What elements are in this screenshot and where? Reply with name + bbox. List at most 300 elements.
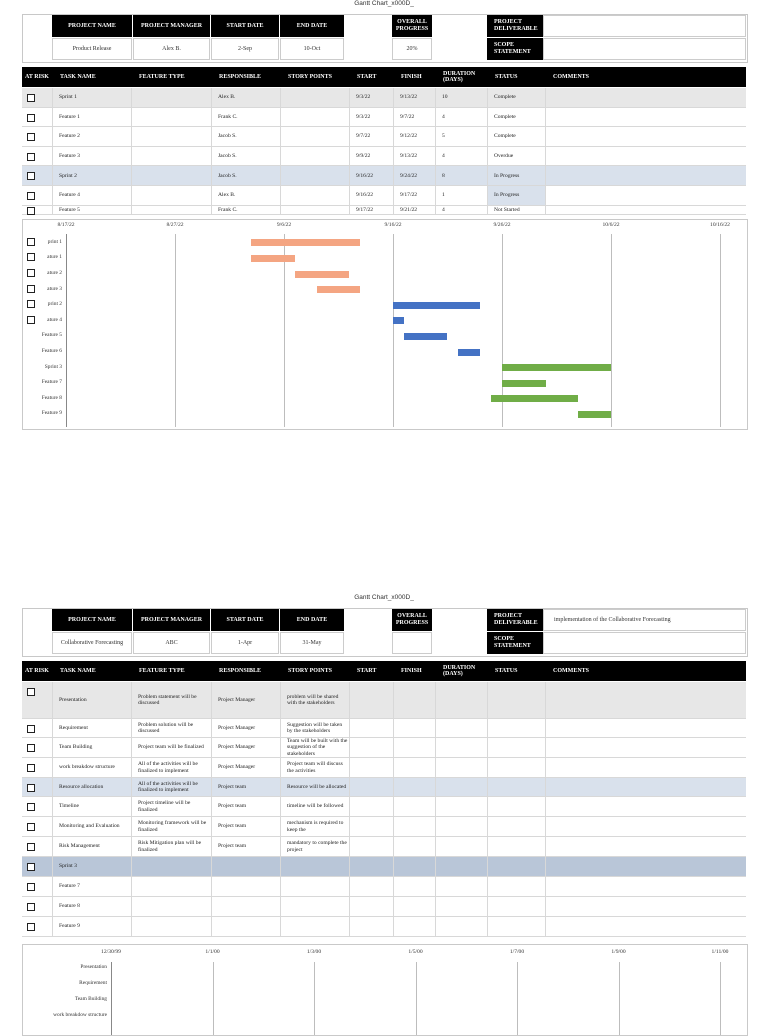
- table-cell[interactable]: 4: [435, 108, 487, 127]
- table-cell[interactable]: [393, 897, 435, 916]
- gantt-bar[interactable]: [578, 411, 611, 418]
- table-cell[interactable]: Project team will be finalized: [131, 738, 211, 757]
- task-name-cell[interactable]: Resource allocation: [52, 778, 131, 796]
- table-row: [22, 738, 746, 758]
- table-cell[interactable]: 4: [435, 206, 487, 214]
- summary-header: START DATE: [211, 15, 279, 37]
- table-cell[interactable]: 9/9/22: [349, 147, 393, 166]
- table-cell[interactable]: [393, 917, 435, 936]
- table-row: [22, 778, 746, 797]
- x-tick-label: 1/1/00: [205, 949, 220, 955]
- table-cell[interactable]: [280, 166, 349, 185]
- summary-value-field[interactable]: 2-Sep: [211, 38, 279, 60]
- table-cell[interactable]: Alex B.: [211, 88, 280, 107]
- task-name-cell[interactable]: Feature 4: [52, 186, 131, 205]
- table-cell[interactable]: [435, 719, 487, 737]
- y-category-label: Requirement: [79, 980, 107, 986]
- at-risk-checkbox[interactable]: [27, 172, 35, 180]
- summary-value-field[interactable]: 31-May: [280, 632, 344, 654]
- column-header: TASK NAME: [60, 667, 96, 674]
- at-risk-checkbox[interactable]: [27, 207, 35, 215]
- table-cell[interactable]: [131, 108, 211, 127]
- table-cell[interactable]: 9/17/22: [393, 186, 435, 205]
- at-risk-checkbox[interactable]: [27, 863, 35, 871]
- table-cell[interactable]: 4: [435, 147, 487, 166]
- table-cell[interactable]: Overdue: [487, 147, 545, 166]
- table-cell[interactable]: 9/16/22: [349, 186, 393, 205]
- gantt-bar[interactable]: [502, 364, 611, 371]
- table-cell[interactable]: [435, 897, 487, 916]
- table-row: [22, 877, 746, 897]
- table-cell[interactable]: [211, 857, 280, 876]
- table-cell[interactable]: Alex B.: [211, 186, 280, 205]
- table-cell[interactable]: [487, 897, 545, 916]
- column-header: STATUS: [495, 73, 518, 80]
- task-name-cell[interactable]: Feature 9: [52, 917, 131, 936]
- table-cell[interactable]: [435, 797, 487, 816]
- table-cell[interactable]: 9/3/22: [349, 108, 393, 127]
- y-axis-line: [111, 962, 112, 1036]
- table-cell[interactable]: Jacob S.: [211, 127, 280, 146]
- table-cell[interactable]: [131, 166, 211, 185]
- table-cell[interactable]: [349, 857, 393, 876]
- task-name-cell[interactable]: Risk Management: [52, 837, 131, 856]
- table-cell[interactable]: [545, 778, 746, 796]
- table-cell[interactable]: [349, 917, 393, 936]
- gridline: [517, 962, 518, 1036]
- table-cell[interactable]: All of the activities will be finalized to implement: [131, 778, 211, 796]
- table-cell[interactable]: [349, 797, 393, 816]
- table-cell[interactable]: [487, 877, 545, 896]
- table-cell[interactable]: [393, 837, 435, 856]
- gantt-chart-2: [22, 944, 748, 1036]
- table-cell[interactable]: [393, 857, 435, 876]
- table-cell[interactable]: [393, 817, 435, 836]
- at-risk-checkbox[interactable]: [27, 114, 35, 122]
- table-cell[interactable]: [349, 817, 393, 836]
- table-cell[interactable]: [545, 682, 746, 718]
- table-cell[interactable]: [435, 877, 487, 896]
- page-title-1: Gantt Chart_x000D_: [354, 0, 414, 7]
- at-risk-checkbox[interactable]: [27, 803, 35, 811]
- table-cell[interactable]: Project team: [211, 817, 280, 836]
- y-category-label: Feature 8: [41, 394, 62, 401]
- task-name-cell[interactable]: Feature 5: [52, 206, 131, 214]
- x-tick-label: 10/6/22: [602, 222, 620, 228]
- table-row: [22, 108, 746, 128]
- task-name-cell[interactable]: work breakdow structure: [52, 758, 131, 777]
- summary-header: PROJECT MANAGER: [133, 15, 210, 37]
- table-cell[interactable]: [487, 778, 545, 796]
- task-table-header-1: [22, 67, 746, 87]
- table-row: [22, 166, 746, 186]
- at-risk-checkbox[interactable]: [27, 238, 35, 246]
- y-axis-line: [66, 234, 67, 427]
- table-cell[interactable]: Complete: [487, 88, 545, 107]
- table-cell[interactable]: [211, 897, 280, 916]
- table-row: [22, 758, 746, 778]
- table-cell[interactable]: [435, 857, 487, 876]
- table-row: [22, 797, 746, 817]
- table-cell[interactable]: 9/17/22: [349, 206, 393, 214]
- table-cell[interactable]: [131, 917, 211, 936]
- table-cell[interactable]: [545, 186, 746, 205]
- gantt-bar[interactable]: [404, 333, 448, 340]
- table-cell[interactable]: Problem statement will be discussed: [131, 682, 211, 718]
- y-category-label: print 1: [47, 238, 62, 245]
- table-cell[interactable]: mandatory to complete the project: [280, 837, 349, 856]
- table-cell[interactable]: [280, 897, 349, 916]
- column-header: START: [357, 73, 377, 80]
- table-cell[interactable]: [435, 758, 487, 777]
- summary-header: END DATE: [280, 609, 344, 631]
- table-cell[interactable]: In Progress: [487, 166, 545, 185]
- table-cell[interactable]: [545, 877, 746, 896]
- summary-value-field[interactable]: 1-Apr: [211, 632, 279, 654]
- table-cell[interactable]: Risk Mitigation plan will be finalized: [131, 837, 211, 856]
- x-tick-label: 1/7/00: [509, 949, 525, 955]
- task-name-cell[interactable]: Feature 2: [52, 127, 131, 146]
- table-cell[interactable]: [393, 738, 435, 757]
- table-cell[interactable]: [349, 778, 393, 796]
- table-cell[interactable]: [280, 186, 349, 205]
- column-header: FEATURE TYPE: [139, 73, 185, 80]
- table-cell[interactable]: Jacob S.: [211, 147, 280, 166]
- at-risk-checkbox[interactable]: [27, 153, 35, 161]
- table-cell[interactable]: [280, 108, 349, 127]
- table-cell[interactable]: [545, 817, 746, 836]
- table-cell[interactable]: 9/7/22: [393, 108, 435, 127]
- gantt-bar[interactable]: [251, 239, 360, 246]
- table-cell[interactable]: Project timeline will be finalized: [131, 797, 211, 816]
- y-category-label: work breakdow structure: [53, 1012, 107, 1018]
- y-category-label: print 2: [47, 301, 62, 308]
- table-cell[interactable]: Team will be built with the suggestion of the stakeholders: [280, 738, 349, 757]
- table-cell[interactable]: All of the activities will be finalized to implement: [131, 758, 211, 777]
- at-risk-checkbox[interactable]: [27, 94, 35, 102]
- table-cell[interactable]: [393, 877, 435, 896]
- table-cell[interactable]: [131, 206, 211, 214]
- table-cell[interactable]: [393, 797, 435, 816]
- table-cell[interactable]: [393, 682, 435, 718]
- at-risk-checkbox[interactable]: [27, 269, 35, 277]
- table-cell[interactable]: Frank C.: [211, 206, 280, 214]
- table-cell[interactable]: 5: [435, 127, 487, 146]
- x-tick-label: 8/27/22: [166, 222, 184, 228]
- y-category-label: Feature 7: [41, 379, 62, 386]
- gantt-bar[interactable]: [491, 395, 578, 402]
- table-cell[interactable]: Complete: [487, 127, 545, 146]
- summary-value-field[interactable]: Alex B.: [133, 38, 210, 60]
- at-risk-checkbox[interactable]: [27, 883, 35, 891]
- task-name-cell[interactable]: Monitoring and Evaluation: [52, 817, 131, 836]
- task-name-cell[interactable]: Sprint 2: [52, 166, 131, 185]
- table-cell[interactable]: [545, 797, 746, 816]
- table-cell[interactable]: [131, 857, 211, 876]
- task-name-cell[interactable]: Feature 3: [52, 147, 131, 166]
- at-risk-checkbox[interactable]: [27, 784, 35, 792]
- table-cell[interactable]: [545, 206, 746, 214]
- x-tick-label: 10/16/22: [710, 222, 730, 228]
- task-name-cell[interactable]: Sprint 1: [52, 88, 131, 107]
- summary-header: PROJECT NAME: [52, 609, 132, 631]
- table-cell[interactable]: Project Manager: [211, 682, 280, 718]
- table-cell[interactable]: [280, 877, 349, 896]
- table-cell[interactable]: Project team: [211, 837, 280, 856]
- table-row: [22, 917, 746, 937]
- table-cell[interactable]: [487, 837, 545, 856]
- task-name-cell[interactable]: Presentation: [52, 682, 131, 718]
- x-tick-label: 8/17/22: [57, 222, 75, 228]
- table-cell[interactable]: [280, 88, 349, 107]
- table-cell[interactable]: 9/7/22: [349, 127, 393, 146]
- table-cell[interactable]: [435, 837, 487, 856]
- column-header: DURATION (DAYS): [443, 664, 476, 677]
- gridline: [314, 962, 315, 1036]
- at-risk-checkbox[interactable]: [27, 285, 35, 293]
- y-category-label: ature 3: [47, 285, 62, 292]
- at-risk-checkbox[interactable]: [27, 843, 35, 851]
- table-cell[interactable]: Suggestion will be taken by the stakeholders: [280, 719, 349, 737]
- at-risk-checkbox[interactable]: [27, 725, 35, 733]
- table-cell[interactable]: [435, 917, 487, 936]
- table-cell[interactable]: 9/13/22: [393, 147, 435, 166]
- summary-value-field[interactable]: ABC: [133, 632, 210, 654]
- gantt-chart-1: [22, 219, 748, 430]
- table-cell[interactable]: 9/13/22: [393, 88, 435, 107]
- table-cell[interactable]: [280, 917, 349, 936]
- table-cell[interactable]: Resource will be allocated: [280, 778, 349, 796]
- table-cell[interactable]: Jacob S.: [211, 166, 280, 185]
- table-cell[interactable]: Monitoring framework will be finalized: [131, 817, 211, 836]
- column-header: RESPONSIBLE: [219, 667, 262, 674]
- table-row: [22, 206, 746, 215]
- table-cell[interactable]: [545, 917, 746, 936]
- summary-header: PROJECT NAME: [52, 15, 132, 37]
- table-cell[interactable]: [280, 857, 349, 876]
- x-tick-label: 9/16/22: [384, 222, 402, 228]
- gantt-bar[interactable]: [393, 317, 404, 324]
- task-name-cell[interactable]: Team Building: [52, 738, 131, 757]
- gantt-bar[interactable]: [458, 349, 480, 356]
- table-cell[interactable]: [393, 719, 435, 737]
- table-cell[interactable]: Complete: [487, 108, 545, 127]
- table-cell[interactable]: [349, 837, 393, 856]
- table-cell[interactable]: Project team: [211, 778, 280, 796]
- task-name-cell[interactable]: Requirement: [52, 719, 131, 737]
- table-cell[interactable]: [487, 797, 545, 816]
- table-cell[interactable]: 9/3/22: [349, 88, 393, 107]
- table-cell[interactable]: Not Started: [487, 206, 545, 214]
- scope-statement-field[interactable]: [543, 38, 746, 60]
- table-cell[interactable]: Problem solution will be discussed: [131, 719, 211, 737]
- at-risk-checkbox[interactable]: [27, 192, 35, 200]
- overall-progress-field[interactable]: [392, 632, 432, 654]
- at-risk-checkbox[interactable]: [27, 823, 35, 831]
- y-category-label: ature 2: [47, 270, 62, 276]
- task-name-cell[interactable]: Timeline: [52, 797, 131, 816]
- overall-progress-field[interactable]: 20%: [392, 38, 432, 60]
- x-tick-label: 1/5/00: [408, 949, 423, 955]
- summary-header: END DATE: [280, 15, 344, 37]
- task-name-cell[interactable]: Feature 8: [52, 897, 131, 916]
- table-cell[interactable]: Project Manager: [211, 719, 280, 737]
- gantt-bar[interactable]: [502, 380, 546, 387]
- scope-statement-label: SCOPE STATEMENT: [487, 632, 543, 654]
- table-cell[interactable]: [131, 127, 211, 146]
- task-table-header-2: [22, 661, 746, 681]
- gridline: [213, 962, 214, 1036]
- overall-progress-label: OVERALL PROGRESS: [392, 609, 432, 631]
- table-cell[interactable]: 1: [435, 186, 487, 205]
- table-cell[interactable]: [435, 682, 487, 718]
- summary-header: PROJECT MANAGER: [133, 609, 210, 631]
- at-risk-checkbox[interactable]: [27, 688, 35, 696]
- table-cell[interactable]: [487, 857, 545, 876]
- project-deliverable-label: PROJECT DELIVERABLE: [487, 15, 543, 37]
- table-cell[interactable]: [349, 719, 393, 737]
- table-cell[interactable]: [545, 837, 746, 856]
- table-cell[interactable]: [349, 682, 393, 718]
- table-cell[interactable]: problem will be shared with the stakeholders: [280, 682, 349, 718]
- table-cell[interactable]: [487, 817, 545, 836]
- table-cell[interactable]: [545, 857, 746, 876]
- table-cell[interactable]: [545, 108, 746, 127]
- table-cell[interactable]: 10: [435, 88, 487, 107]
- table-cell[interactable]: [487, 738, 545, 757]
- table-cell[interactable]: [349, 738, 393, 757]
- y-category-label: Sprint 3: [44, 363, 62, 370]
- column-header: STATUS: [495, 667, 518, 674]
- table-cell[interactable]: [349, 897, 393, 916]
- table-cell[interactable]: [435, 817, 487, 836]
- page-title-2: Gantt Chart_x000D_: [354, 594, 414, 601]
- x-tick-label: 12/30/99: [101, 949, 121, 955]
- gantt-bar[interactable]: [317, 286, 361, 293]
- table-cell[interactable]: [487, 719, 545, 737]
- y-category-label: Presentation: [80, 964, 107, 970]
- project-deliverable-field[interactable]: implementation of the Collaborative Forecasting: [543, 609, 746, 631]
- table-cell[interactable]: 9/24/22: [393, 166, 435, 185]
- task-name-cell[interactable]: Sprint 3: [52, 857, 131, 876]
- table-cell[interactable]: Project team: [211, 797, 280, 816]
- at-risk-checkbox[interactable]: [27, 133, 35, 141]
- x-tick-label: 1/3/00: [306, 949, 322, 955]
- column-header: FINISH: [401, 73, 422, 80]
- table-cell[interactable]: [349, 758, 393, 777]
- table-cell[interactable]: [349, 877, 393, 896]
- table-cell[interactable]: Project Manager: [211, 758, 280, 777]
- scope-statement-field[interactable]: [543, 632, 746, 654]
- y-category-label: Team Building: [74, 996, 107, 1002]
- table-cell[interactable]: [545, 127, 746, 146]
- table-cell[interactable]: [131, 877, 211, 896]
- summary-value-field[interactable]: 10-Oct: [280, 38, 344, 60]
- gridline: [611, 234, 612, 427]
- gantt-bar[interactable]: [251, 255, 295, 262]
- table-cell[interactable]: [280, 147, 349, 166]
- table-cell[interactable]: [545, 147, 746, 166]
- table-cell[interactable]: [280, 127, 349, 146]
- summary-value-field[interactable]: Collaborative Forecasting: [52, 632, 132, 654]
- at-risk-checkbox[interactable]: [27, 253, 35, 261]
- at-risk-checkbox[interactable]: [27, 316, 35, 324]
- at-risk-checkbox[interactable]: [27, 903, 35, 911]
- table-cell[interactable]: 9/21/22: [393, 206, 435, 214]
- table-cell[interactable]: [545, 88, 746, 107]
- column-header: COMMENTS: [553, 667, 589, 674]
- table-cell[interactable]: [131, 147, 211, 166]
- table-cell[interactable]: [545, 758, 746, 777]
- table-cell[interactable]: Project Manager: [211, 738, 280, 757]
- table-cell[interactable]: 8: [435, 166, 487, 185]
- project-deliverable-field[interactable]: [543, 15, 746, 37]
- gridline: [720, 234, 721, 427]
- y-category-label: Feature 6: [41, 348, 62, 354]
- column-header: COMMENTS: [553, 73, 589, 80]
- table-row: [22, 88, 746, 108]
- gantt-bar[interactable]: [295, 271, 350, 278]
- at-risk-checkbox[interactable]: [27, 300, 35, 308]
- table-cell[interactable]: mechanism is required to keep the: [280, 817, 349, 836]
- table-cell[interactable]: Frank C.: [211, 108, 280, 127]
- table-cell[interactable]: In Progress: [487, 186, 545, 205]
- column-header: DURATION (DAYS): [443, 70, 476, 83]
- table-cell[interactable]: [545, 738, 746, 757]
- at-risk-checkbox[interactable]: [27, 923, 35, 931]
- overall-progress-label: OVERALL PROGRESS: [392, 15, 432, 37]
- table-cell[interactable]: 9/12/22: [393, 127, 435, 146]
- at-risk-checkbox[interactable]: [27, 764, 35, 772]
- table-cell[interactable]: [393, 778, 435, 796]
- table-row: [22, 719, 746, 738]
- table-cell[interactable]: [487, 682, 545, 718]
- table-cell[interactable]: [211, 917, 280, 936]
- table-cell[interactable]: [131, 897, 211, 916]
- y-category-label: ature 1: [47, 254, 62, 261]
- column-header: FINISH: [401, 667, 422, 674]
- table-cell[interactable]: 9/16/22: [349, 166, 393, 185]
- table-cell[interactable]: [131, 186, 211, 205]
- table-cell[interactable]: [545, 166, 746, 185]
- table-cell[interactable]: [131, 88, 211, 107]
- gantt-bar[interactable]: [393, 302, 480, 309]
- table-cell[interactable]: Project team will discuss the activities: [280, 758, 349, 777]
- table-cell[interactable]: [280, 206, 349, 214]
- table-cell[interactable]: timeline will be followed: [280, 797, 349, 816]
- y-category-label: Feature 9: [41, 410, 62, 417]
- summary-value-field[interactable]: Product Release: [52, 38, 132, 60]
- table-cell[interactable]: [487, 758, 545, 777]
- column-header: FEATURE TYPE: [139, 667, 185, 674]
- column-header: AT RISK: [25, 73, 49, 80]
- task-name-cell[interactable]: Feature 7: [52, 877, 131, 896]
- table-cell[interactable]: [211, 877, 280, 896]
- table-row: [22, 817, 746, 837]
- column-header: START: [357, 667, 377, 674]
- table-cell[interactable]: [393, 758, 435, 777]
- table-cell[interactable]: [435, 738, 487, 757]
- at-risk-checkbox[interactable]: [27, 744, 35, 752]
- table-cell[interactable]: [435, 778, 487, 796]
- table-row: [22, 147, 746, 167]
- gridline: [284, 234, 285, 427]
- task-name-cell[interactable]: Feature 1: [52, 108, 131, 127]
- table-cell[interactable]: [545, 719, 746, 737]
- table-row: [22, 186, 746, 206]
- table-cell[interactable]: [487, 917, 545, 936]
- table-cell[interactable]: [545, 897, 746, 916]
